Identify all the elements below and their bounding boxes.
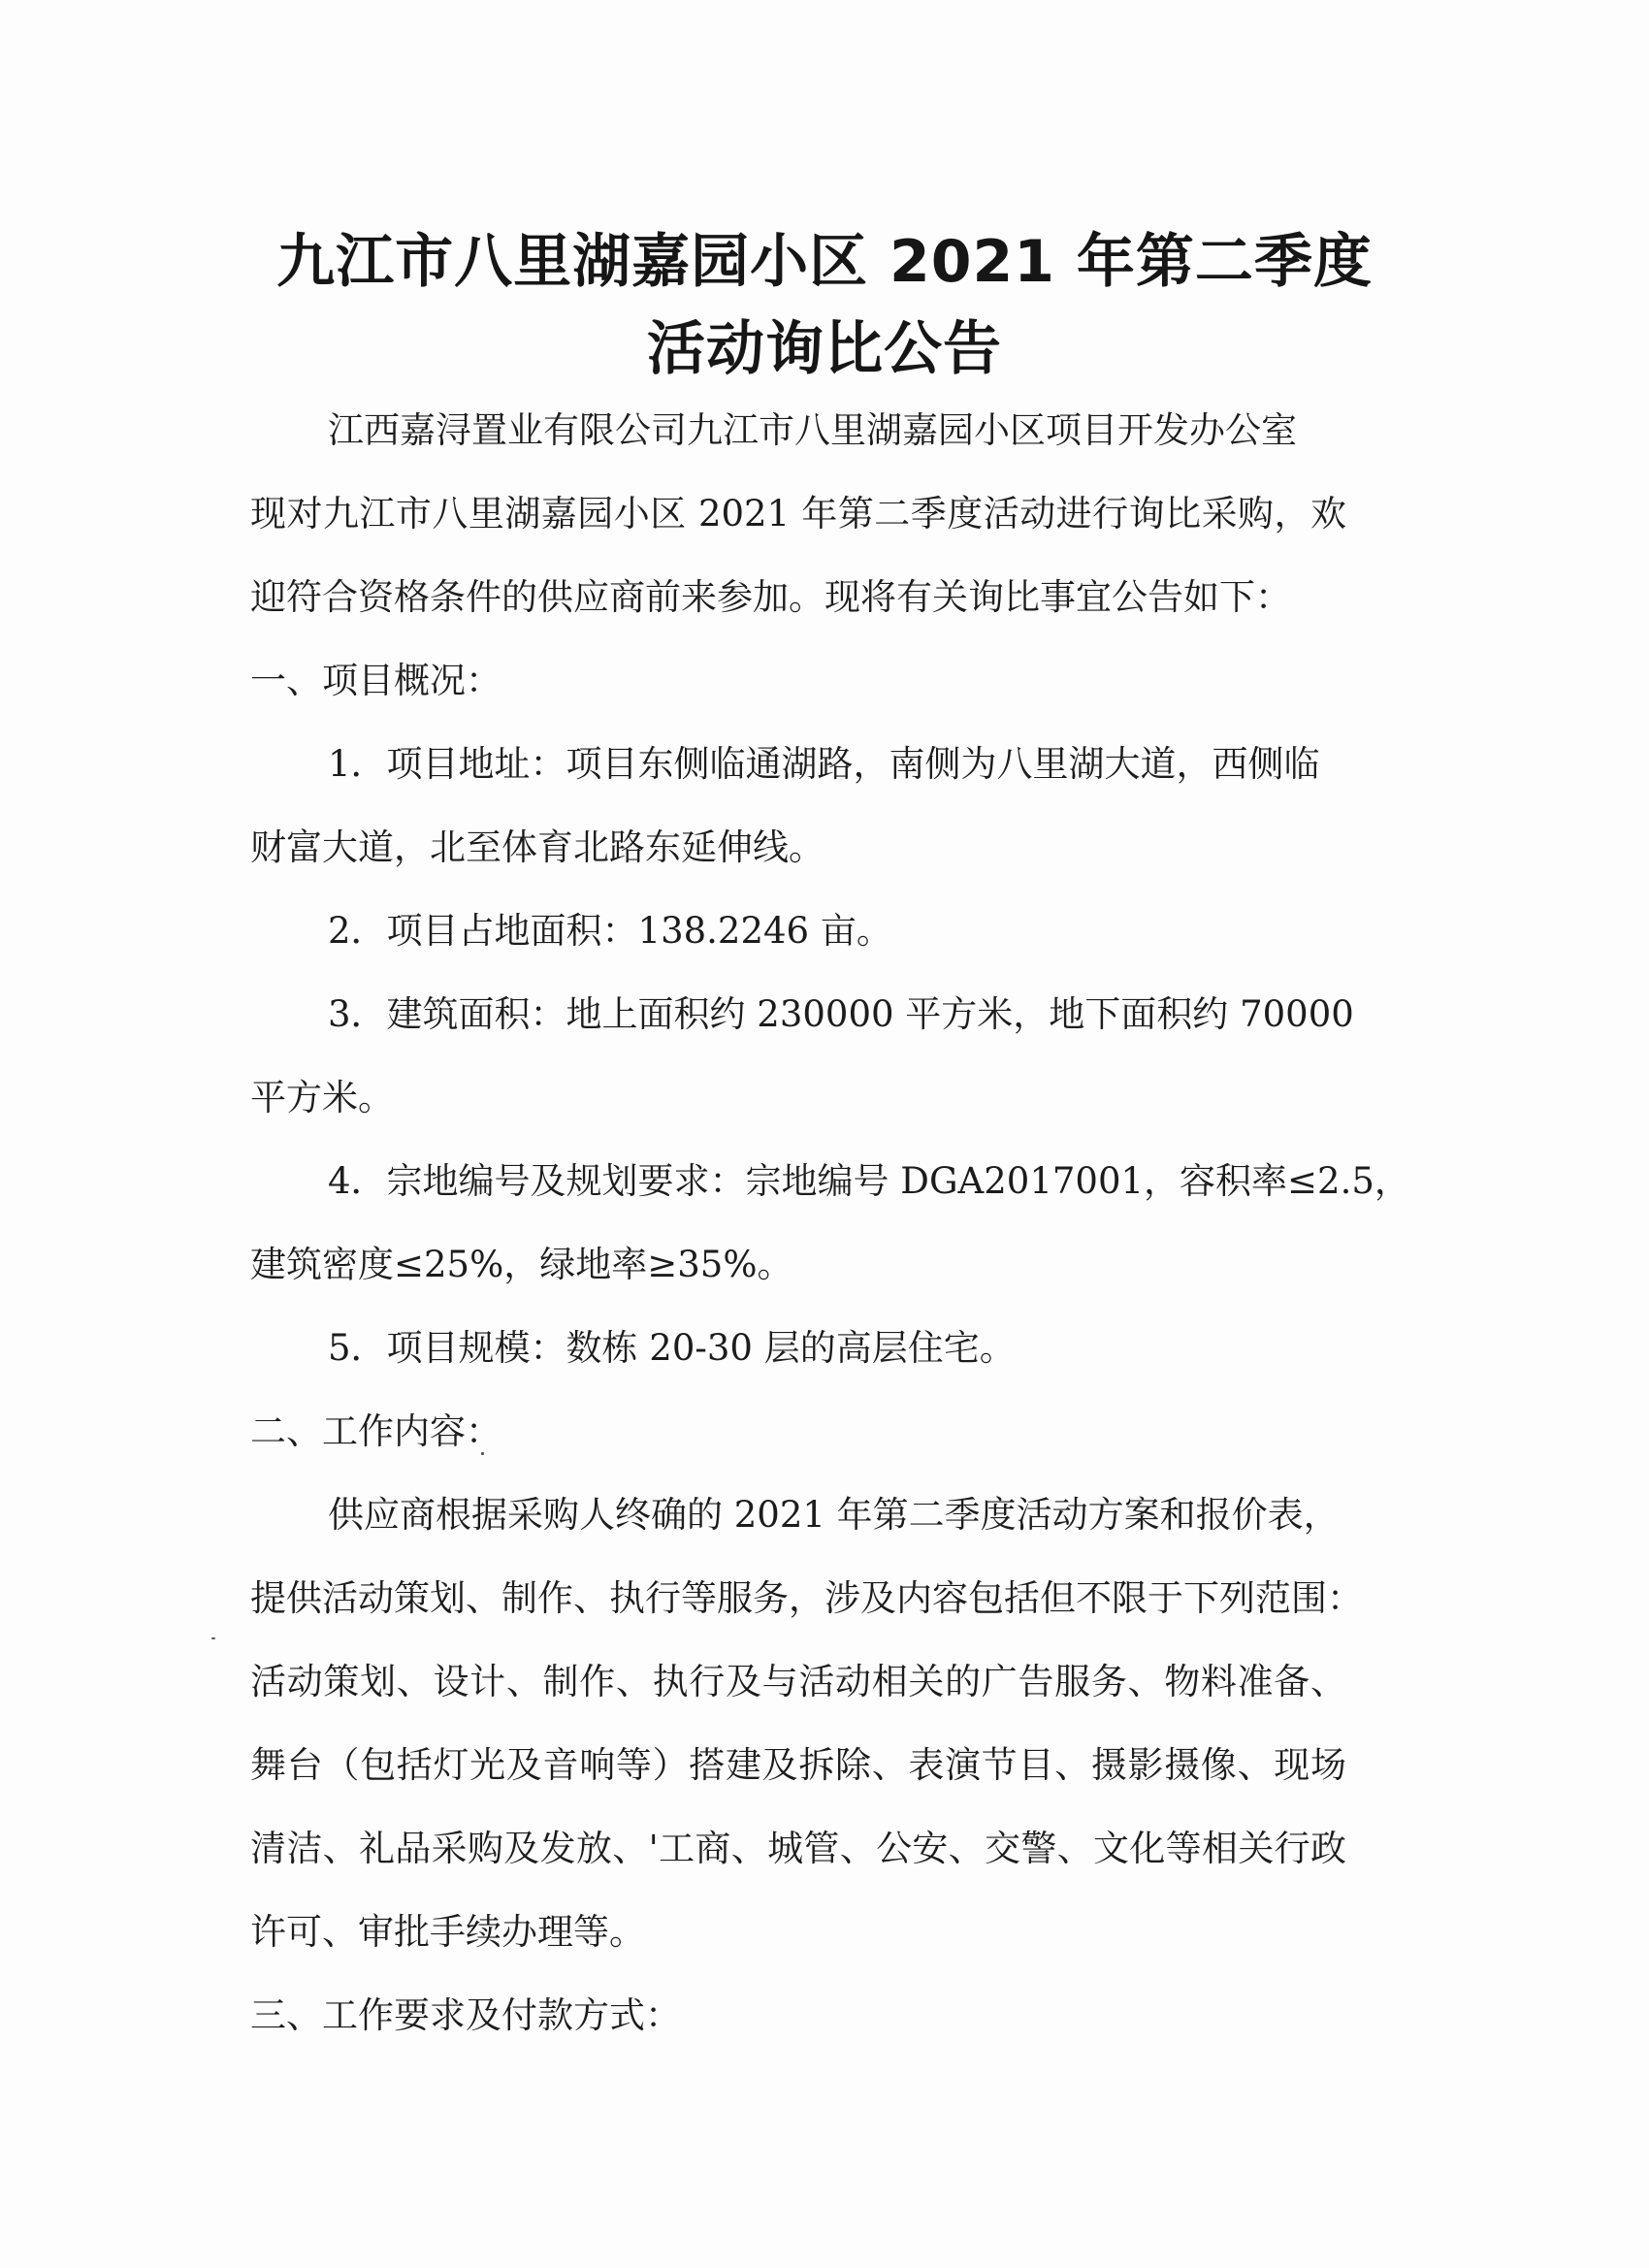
section1-item4-line2: 建筑密度≤25%，绿地率≥35%。 — [250, 1244, 793, 1285]
section1-item1-line2: 财富大道，北至体育北路东延伸线。 — [250, 826, 824, 868]
title-line-2: 活动询比公告 — [647, 315, 1002, 383]
intro-line-3: 迎符合资格条件的供应商前来参加。现将有关询比事宜公告如下： — [250, 576, 1291, 618]
scan-speck — [481, 1452, 484, 1455]
section2-line-2: 提供活动策划、制作、执行等服务，涉及内容包括但不限于下列范围： — [250, 1577, 1363, 1619]
section1-item4-line1: 4．宗地编号及规划要求：宗地编号 DGA2017001，容积率≤2.5， — [328, 1160, 1410, 1202]
section1-item2: 2．项目占地面积：138.2246 亩。 — [328, 910, 892, 952]
intro-line-2: 现对九江市八里湖嘉园小区 2021 年第二季度活动进行询比采购，欢 — [250, 493, 1346, 535]
section2-line-4: 舞台（包括灯光及音响等）搭建及拆除、表演节目、摄影摄像、现场 — [250, 1744, 1346, 1786]
section3-heading: 三、工作要求及付款方式： — [250, 1994, 681, 2036]
section1-item1-line1: 1．项目地址：项目东侧临通湖路，南侧为八里湖大道，西侧临 — [328, 743, 1320, 785]
scan-speck — [211, 1637, 215, 1639]
section2-line-5: 清洁、礼品采购及发放、'工商、城管、公安、交警、文化等相关行政 — [250, 1828, 1346, 1869]
section2-heading: 二、工作内容： — [250, 1410, 501, 1452]
intro-line-1: 江西嘉浔置业有限公司九江市八里湖嘉园小区项目开发办公室 — [328, 409, 1297, 451]
section2-line-1: 供应商根据采购人终确的 2021 年第二季度活动方案和报价表， — [328, 1494, 1340, 1536]
section2-line-3: 活动策划、设计、制作、执行及与活动相关的广告服务、物料准备、 — [250, 1661, 1346, 1702]
title-line-1: 九江市八里湖嘉园小区 2021 年第二季度 — [276, 228, 1373, 296]
section2-line-6: 许可、审批手续办理等。 — [250, 1911, 645, 1953]
section1-heading: 一、项目概况： — [250, 660, 501, 701]
section1-item3-line1: 3．建筑面积：地上面积约 230000 平方米，地下面积约 70000 — [328, 993, 1354, 1035]
section1-item5: 5．项目规模：数栋 20-30 层的高层住宅。 — [328, 1327, 1016, 1369]
section1-item3-line2: 平方米。 — [250, 1077, 394, 1118]
